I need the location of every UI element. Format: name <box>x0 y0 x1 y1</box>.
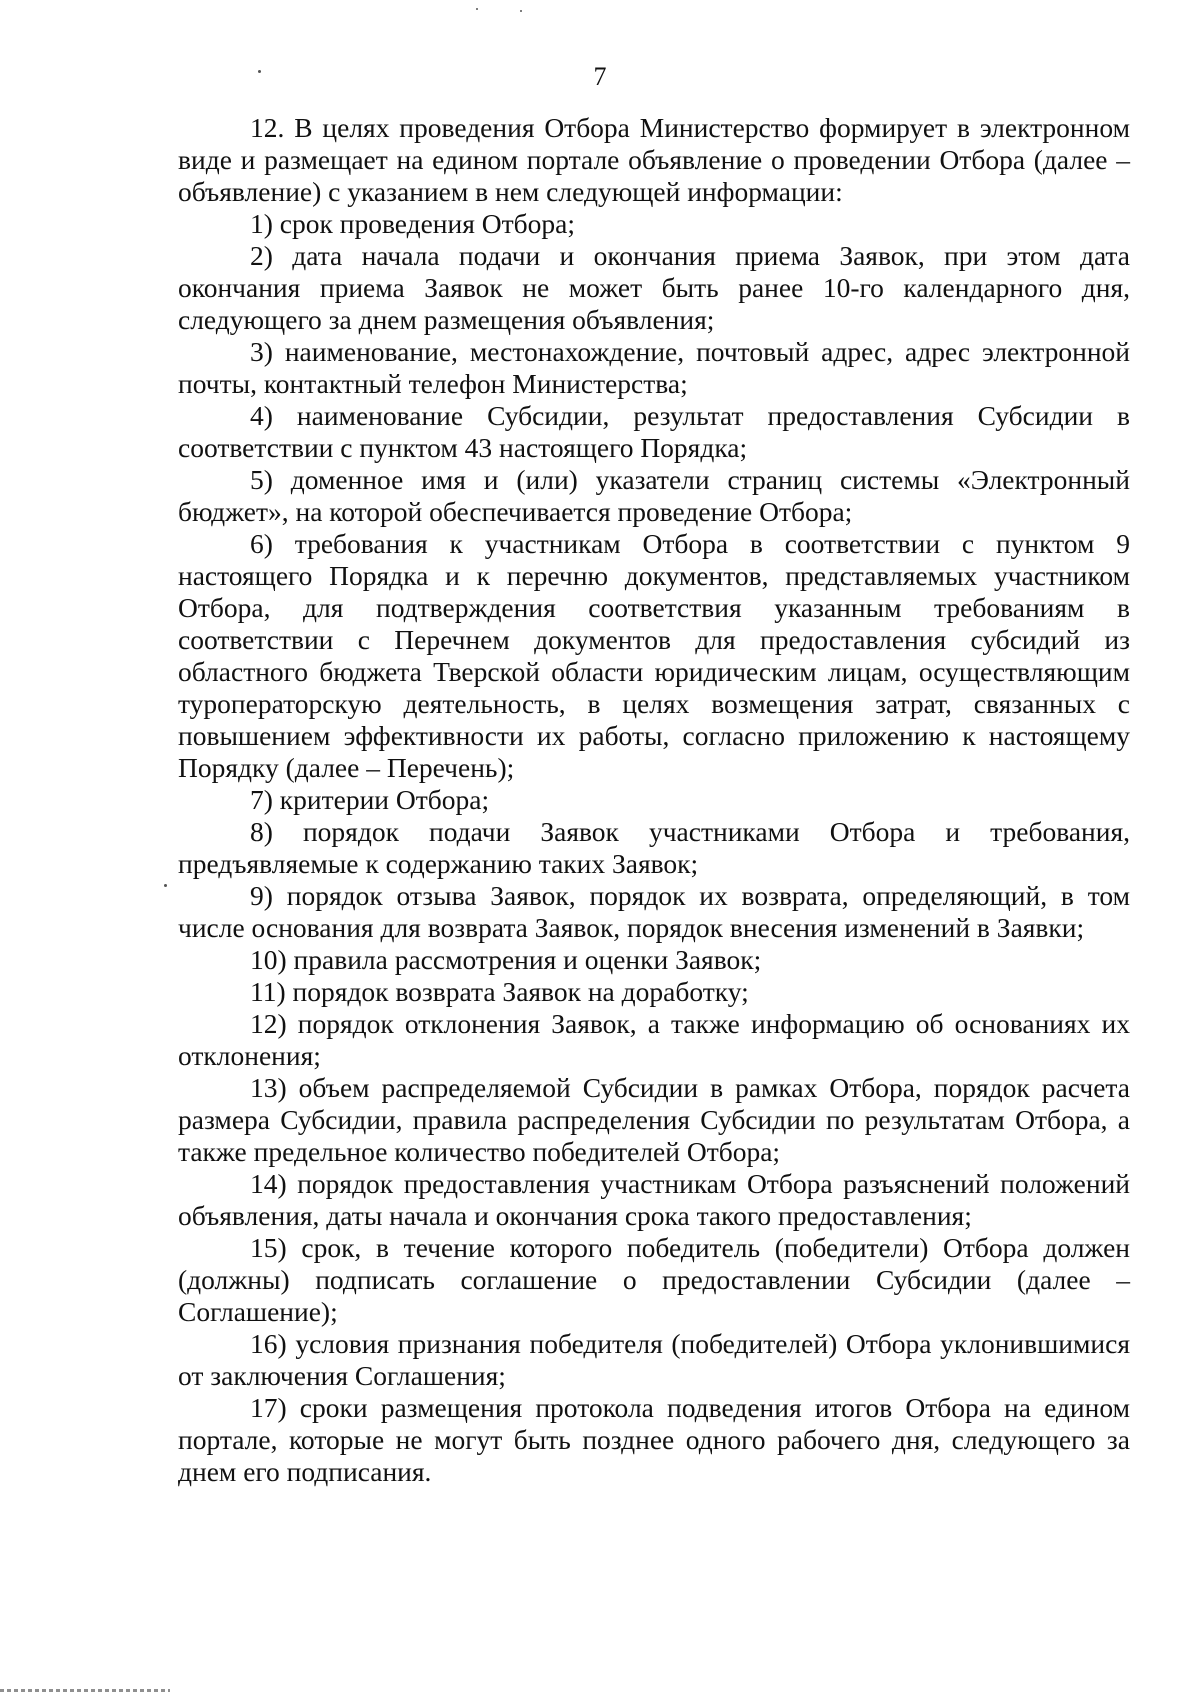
list-item-3: 3) наименование, местонахождение, почтовый адрес, адрес электронной почты, контактный телефон Министерства; <box>178 336 1130 399</box>
list-item-8: 8) порядок подачи Заявок участниками Отбора и требования, предъявляемые к содержанию таких Заявок; <box>178 816 1130 879</box>
list-item-17: 17) сроки размещения протокола подведения итогов Отбора на едином портале, которые не могут быть позднее одного рабочего дня, следующего за днем его подписания. <box>178 1392 1130 1487</box>
scan-speck <box>520 10 522 12</box>
list-item-10: 10) правила рассмотрения и оценки Заявок; <box>250 944 762 975</box>
scan-speck <box>164 884 167 887</box>
list-item-9: 9) порядок отзыва Заявок, порядок их возврата, определяющий, в том числе основания для возврата Заявок, порядок внесения изменений в Заявки; <box>178 880 1130 943</box>
list-item-13: 13) объем распределяемой Субсидии в рамках Отбора, порядок расчета размера Субсидии, правила распределения Субсидии по результатам Отбора, а также предельное количество победителей Отбора; <box>178 1072 1130 1167</box>
list-item-1: 1) срок проведения Отбора; <box>250 208 575 239</box>
paragraph-item-12: 12. В целях проведения Отбора Министерство формирует в электронном виде и размещает на едином портале объявление о проведении Отбора (далее – объявление) с указанием в нем следующей информации: <box>178 112 1130 207</box>
list-item-6: 6) требования к участникам Отбора в соответствии с пунктом 9 настоящего Порядка и к перечню документов, представляемых участником Отбора, для подтверждения соответствия указанным требованиям в соответствии с Перечнем документов для предоставления субсидий из областного бюджета Тверской области юридическим лицам, осуществляющим туроператорскую деятельность, в целях возмещения затрат, связанных с повышением эффективности их работы, согласно приложению к настоящему Порядку (далее – Перечень); <box>178 528 1130 783</box>
scan-edge-artifact <box>0 1689 170 1692</box>
list-item-7: 7) критерии Отбора; <box>250 784 490 815</box>
list-item-12: 12) порядок отклонения Заявок, а также информацию об основаниях их отклонения; <box>178 1008 1130 1071</box>
document-body <box>178 112 1130 1488</box>
page-number: 7 <box>593 62 607 91</box>
list-item-11: 11) порядок возврата Заявок на доработку; <box>250 976 749 1007</box>
list-item-14: 14) порядок предоставления участникам Отбора разъяснений положений объявления, даты начала и окончания срока такого предоставления; <box>178 1168 1130 1231</box>
list-item-16: 16) условия признания победителя (победителей) Отбора уклонившимися от заключения Соглашения; <box>178 1328 1130 1391</box>
list-item-5: 5) доменное имя и (или) указатели страниц системы «Электронный бюджет», на которой обеспечивается проведение Отбора; <box>178 464 1130 527</box>
list-item-4: 4) наименование Субсидии, результат предоставления Субсидии в соответствии с пунктом 43 настоящего Порядка; <box>178 400 1130 463</box>
list-item-15: 15) срок, в течение которого победитель (победители) Отбора должен (должны) подписать соглашение о предоставлении Субсидии (далее – Соглашение); <box>178 1232 1130 1327</box>
list-item-2: 2) дата начала подачи и окончания приема Заявок, при этом дата окончания приема Заявок не может быть ранее 10-го календарного дня, следующего за днем размещения объявления; <box>178 240 1130 335</box>
scan-speck <box>258 70 261 73</box>
scan-speck <box>476 8 478 10</box>
